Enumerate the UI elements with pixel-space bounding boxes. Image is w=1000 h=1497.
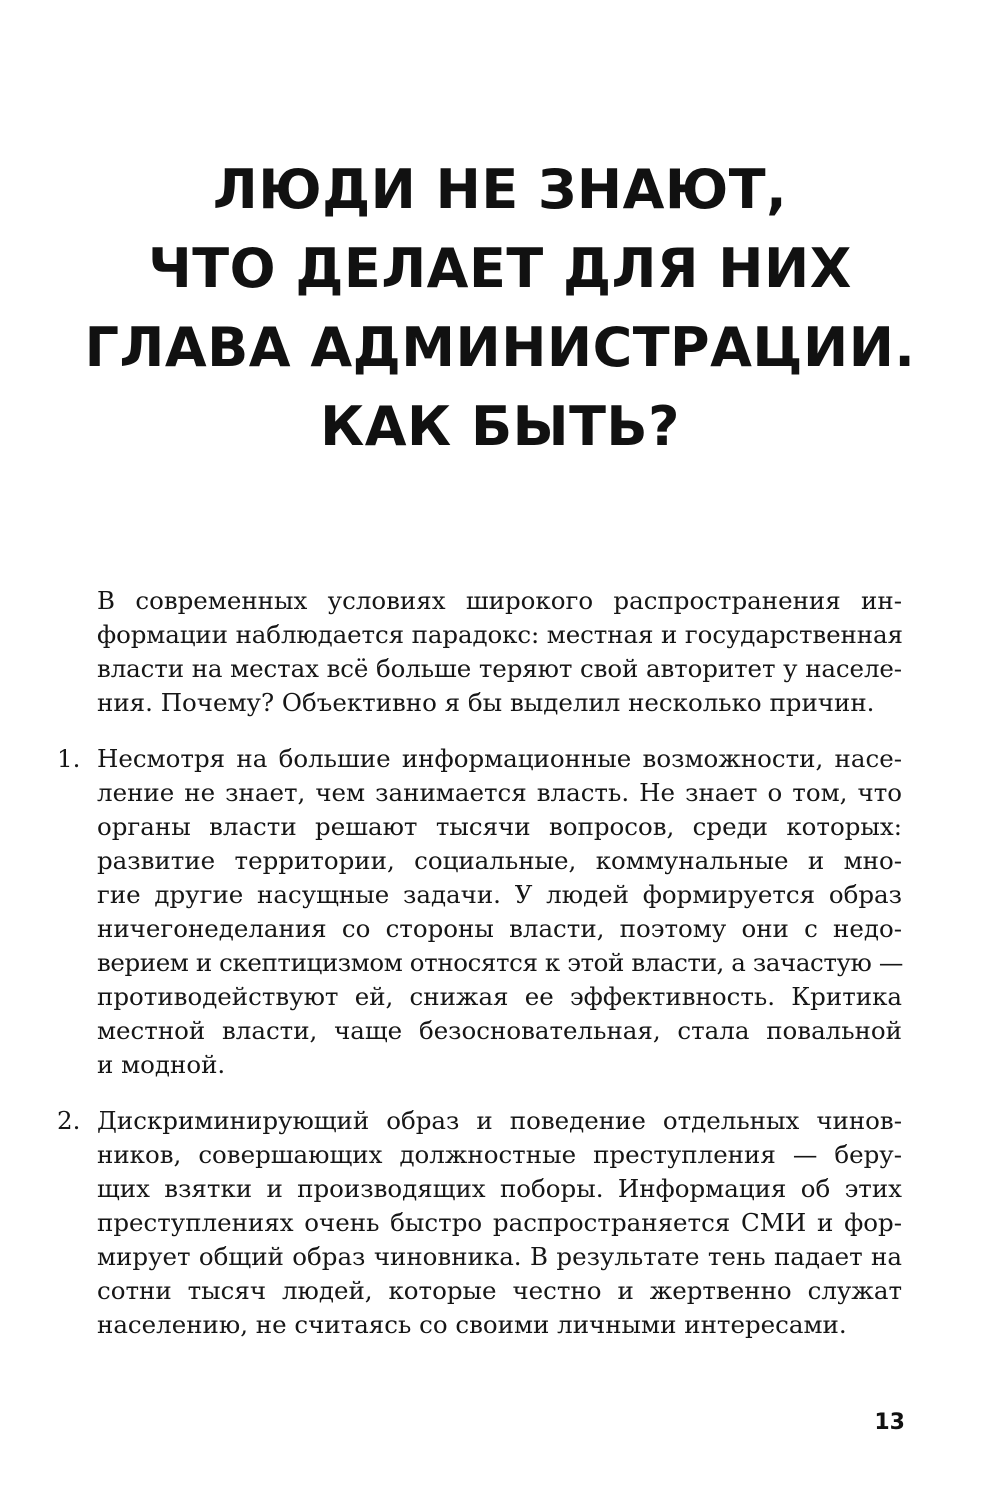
text-line: развитие территории, социальные, коммунальные и мно- [97, 846, 902, 875]
text-line: населению, не считаясь со своими личными интересами. [97, 1310, 847, 1339]
text-line: Дискриминирующий образ и поведение отдельных чинов- [97, 1106, 902, 1135]
chapter-title-line: ГЛАВА АДМИНИСТРАЦИИ. [84, 316, 916, 379]
list-item [57, 742, 903, 1082]
reasons-list [57, 742, 903, 1342]
text-line: ление не знает, чем занимается власть. Не знает о том, что [97, 778, 902, 807]
text-line: верием и скептицизмом относятся к этой власти, а зачастую — [97, 948, 903, 977]
chapter-title [80, 150, 920, 466]
chapter-title-line: КАК БЫТЬ? [320, 395, 680, 458]
text-line: мирует общий образ чиновника. В результате тень падает на [97, 1242, 902, 1271]
chapter-title-line: ЛЮДИ НЕ ЗНАЮТ, [212, 158, 788, 221]
intro-paragraph [97, 584, 902, 720]
text-line: щих взятки и производящих поборы. Информация об этих [97, 1174, 902, 1203]
text-line: преступлениях очень быстро распространяется СМИ и фор- [97, 1208, 902, 1237]
text-line: гие другие насущные задачи. У людей формируется образ [97, 880, 902, 909]
chapter-title-line: ЧТО ДЕЛАЕТ ДЛЯ НИХ [148, 237, 852, 300]
list-item-number: 2. [57, 1106, 81, 1135]
text-line: власти на местах всё больше теряют свой авторитет у населе- [97, 654, 902, 683]
list-item [57, 1104, 902, 1342]
text-line: ничегонеделания со стороны власти, поэтому они с недо- [97, 914, 902, 943]
text-line: противодействуют ей, снижая ее эффективность. Критика [97, 982, 902, 1011]
text-line: и модной. [97, 1050, 226, 1079]
text-line: местной власти, чаще безосновательная, стала повальной [97, 1016, 902, 1045]
text-line: ников, совершающих должностные преступления — беру- [97, 1140, 902, 1169]
text-line: ния. Почему? Объективно я бы выделил несколько причин. [97, 688, 875, 717]
page-number: 13 [874, 1410, 905, 1435]
body-text [57, 584, 903, 1364]
text-line: Несмотря на большие информационные возможности, насе- [97, 744, 902, 773]
text-line: органы власти решают тысячи вопросов, среди которых: [97, 812, 902, 841]
text-line: В современных условиях широкого распространения ин- [97, 586, 902, 615]
list-item-number: 1. [57, 744, 81, 773]
text-line: сотни тысяч людей, которые честно и жертвенно служат [97, 1276, 902, 1305]
text-line: формации наблюдается парадокс: местная и государственная [97, 620, 903, 649]
